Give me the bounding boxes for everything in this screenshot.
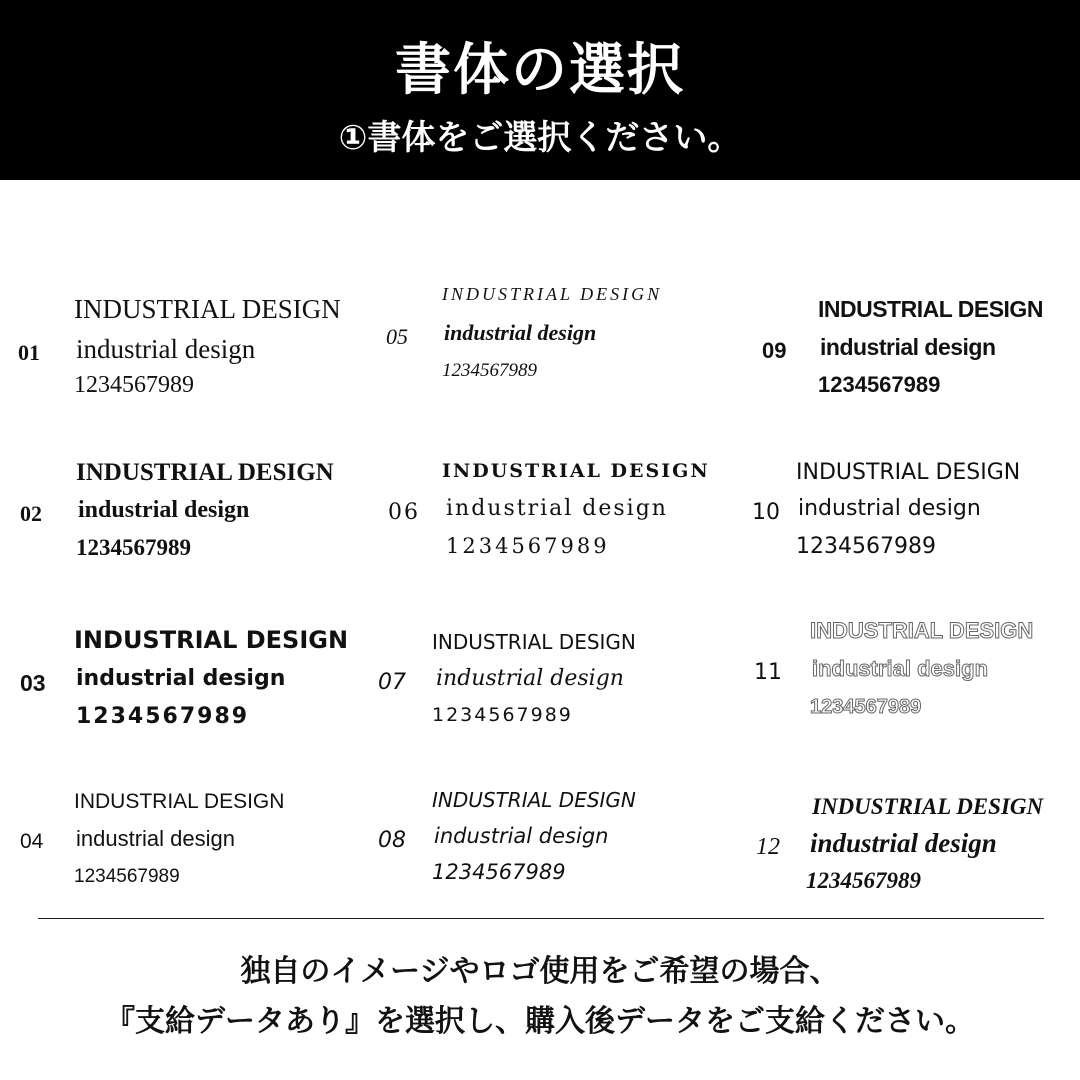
sample-lowercase: industrial design (436, 666, 624, 691)
font-number: 08 (378, 828, 406, 853)
sample-digits: 1234567989 (432, 860, 566, 884)
divider (38, 918, 1044, 919)
sample-lowercase: industrial design (444, 320, 597, 345)
font-sample-06[interactable] (386, 458, 716, 608)
sample-lowercase: industrial design (78, 497, 250, 523)
sample-lowercase: industrial design (434, 824, 609, 848)
font-number: 03 (20, 670, 46, 696)
footer-note-line1: 独自のイメージやロゴ使用をご希望の場合、 (240, 954, 840, 989)
sample-digits: 1234567989 (796, 534, 936, 559)
sample-uppercase: INDUSTRIAL DESIGN (812, 794, 1044, 819)
font-number: 02 (20, 501, 42, 526)
sample-uppercase: INDUSTRIAL DESIGN (76, 459, 334, 486)
sample-lowercase: industrial design (76, 334, 256, 364)
sample-uppercase: INDUSTRIAL DESIGN (442, 284, 663, 304)
sample-lowercase: industrial design (76, 666, 286, 691)
sample-digits: 1234567989 (432, 704, 573, 726)
sample-digits: 1234567989 (74, 866, 180, 887)
sample-uppercase: INDUSTRIAL DESIGN (432, 630, 636, 654)
font-sample-01[interactable] (18, 290, 348, 440)
font-sample-09[interactable] (762, 294, 1080, 444)
font-sample-07[interactable] (376, 628, 706, 778)
sample-lowercase: industrial design (798, 496, 981, 521)
sample-digits: 1234567989 (76, 535, 191, 560)
sample-digits: 1234567989 (446, 534, 610, 558)
font-number: 04 (20, 830, 44, 853)
font-sample-02[interactable] (18, 455, 348, 605)
sample-uppercase: INDUSTRIAL DESIGN (74, 626, 349, 654)
sample-lowercase: industrial design (810, 828, 997, 858)
font-number: 05 (386, 324, 408, 349)
sample-uppercase: INDUSTRIAL DESIGN (818, 296, 1043, 322)
sample-digits: 1234567989 (74, 372, 194, 398)
font-sample-11[interactable] (754, 616, 1080, 766)
font-sample-10[interactable] (752, 458, 1080, 608)
sample-uppercase: INDUSTRIAL DESIGN (796, 460, 1021, 485)
sample-digits: 1234567989 (442, 360, 537, 381)
font-number: 07 (378, 670, 406, 695)
sample-uppercase: INDUSTRIAL DESIGN (442, 460, 710, 482)
font-number: 06 (388, 500, 420, 525)
sample-lowercase: industrial design (820, 334, 996, 360)
sample-digits: 1234567989 (76, 704, 250, 729)
sample-uppercase: INDUSTRIAL DESIGN (432, 788, 636, 812)
font-number: 11 (754, 660, 782, 685)
sample-uppercase: INDUSTRIAL DESIGN (74, 294, 341, 324)
font-sample-03[interactable] (18, 624, 348, 774)
page-title: 書体の選択 (395, 38, 685, 103)
font-number: 01 (18, 340, 40, 365)
footer-note-line2: 『支給データあり』を選択し、購入後データをご支給ください。 (105, 1004, 975, 1039)
font-sample-08[interactable] (376, 786, 706, 936)
font-sample-05[interactable] (386, 282, 716, 432)
sample-uppercase: INDUSTRIAL DESIGN (810, 618, 1034, 643)
sample-uppercase: INDUSTRIAL DESIGN (74, 790, 285, 813)
font-sample-12[interactable] (754, 794, 1080, 944)
sample-digits: 1234567989 (818, 372, 941, 397)
sample-lowercase: industrial design (446, 496, 668, 521)
font-number: 12 (756, 834, 780, 860)
font-number: 09 (762, 338, 787, 363)
page-subtitle: ①書体をご選択ください。 (338, 118, 742, 158)
font-sample-04[interactable] (18, 788, 348, 938)
header-banner (0, 0, 1080, 180)
sample-lowercase: industrial design (76, 826, 235, 851)
sample-digits: 1234567989 (806, 868, 921, 893)
font-number: 10 (752, 500, 780, 525)
sample-lowercase: industrial design (812, 656, 989, 681)
sample-digits: 1234567989 (810, 696, 922, 718)
